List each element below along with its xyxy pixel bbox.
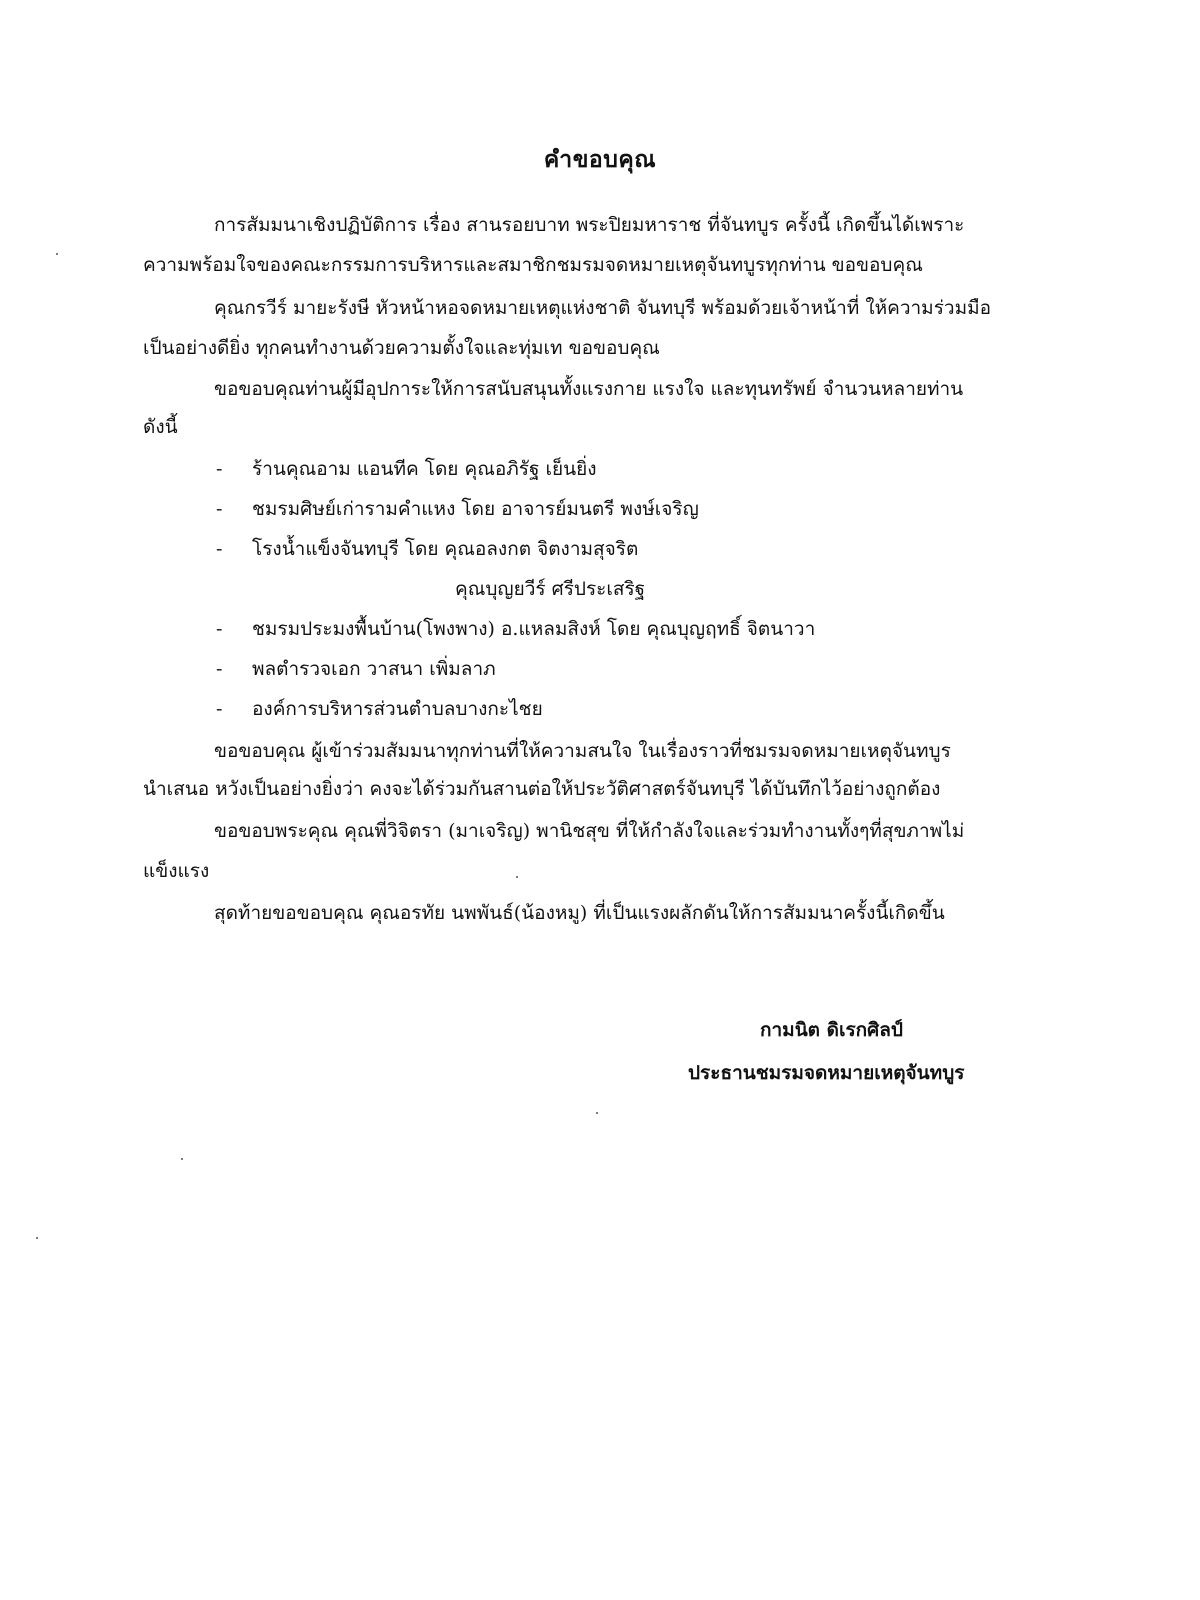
paragraph-line: ขอขอบพระคุณ คุณพี่วิจิตรา (มาเจริญ) พานิชสุข ที่ให้กำลังใจและร่วมทำงานทั้งๆที่สุขภาพไม่ — [214, 820, 965, 842]
scan-speck — [56, 253, 58, 255]
paragraph-line: คุณกรวีร์ มายะรังษี หัวหน้าหอจดหมายเหตุแห่งชาติ จันทบุรี พร้อมด้วยเจ้าหน้าที่ ให้ความร่วมมือ — [214, 297, 992, 319]
list-bullet: - — [216, 698, 223, 720]
paragraph-line: นำเสนอ หวังเป็นอย่างยิ่งว่า คงจะได้ร่วมกันสานต่อให้ประวัติศาสตร์จันทบุรี ได้บันทึกไว้อย่างถูกต้อง — [143, 778, 941, 800]
list-bullet: - — [216, 658, 223, 680]
list-bullet: - — [216, 498, 223, 520]
signature-name: กามนิต ดิเรกศิลป์ — [760, 1019, 903, 1041]
paragraph-line: เป็นอย่างดียิ่ง ทุกคนทำงานด้วยความตั้งใจและทุ่มเท ขอขอบคุณ — [143, 337, 660, 359]
list-bullet: - — [216, 458, 223, 480]
list-item: ร้านคุณอาม แอนทีค โดย คุณอภิรัฐ เย็นยิ่ง — [252, 458, 597, 480]
list-item: ชมรมประมงพื้นบ้าน(โพงพาง) อ.แหลมสิงห์ โดย คุณบุญฤทธิ์ จิตนาวา — [252, 618, 816, 640]
signature-position: ประธานชมรมจดหมายเหตุจันทบูร — [688, 1062, 965, 1084]
list-item: โรงน้ำแข็งจันทบุรี โดย คุณอลงกต จิตงามสุจริต — [252, 538, 639, 560]
scan-speck — [596, 1112, 598, 1114]
paragraph-line: ความพร้อมใจของคณะกรรมการบริหารและสมาชิกชมรมจดหมายเหตุจันทบูรทุกท่าน ขอขอบคุณ — [143, 254, 923, 276]
paragraph-line: ดังนี้ — [143, 416, 178, 438]
list-item-continuation: คุณบุญยวีร์ ศรีประเสริฐ — [455, 578, 646, 600]
paragraph-line: ขอขอบคุณ ผู้เข้าร่วมสัมมนาทุกท่านที่ให้ความสนใจ ในเรื่องราวที่ชมรมจดหมายเหตุจันทบูร — [214, 740, 951, 762]
list-bullet: - — [216, 618, 223, 640]
scan-speck — [516, 876, 518, 878]
paragraph-line: การสัมมนาเชิงปฏิบัติการ เรื่อง สานรอยบาท พระปิยมหาราช ที่จันทบูร ครั้งนี้ เกิดขึ้นได้เพราะ — [214, 214, 965, 236]
list-bullet: - — [216, 538, 223, 560]
paragraph-line: ขอขอบคุณท่านผู้มีอุปการะให้การสนับสนุนทั้งแรงกาย แรงใจ และทุนทรัพย์ จำนวนหลายท่าน — [214, 378, 964, 400]
scan-speck — [36, 1237, 38, 1239]
list-item: ชมรมศิษย์เก่ารามคำแหง โดย อาจารย์มนตรี พงษ์เจริญ — [252, 498, 699, 520]
paragraph-line: สุดท้ายขอขอบคุณ คุณอรทัย นพพันธ์(น้องหมู) ที่เป็นแรงผลักดันให้การสัมมนาครั้งนี้เกิดขึ้น — [214, 902, 945, 924]
document-title: คำขอบคุณ — [543, 146, 657, 173]
paragraph-line: แข็งแรง — [143, 860, 210, 882]
scan-speck — [181, 1158, 183, 1160]
list-item: องค์การบริหารส่วนตำบลบางกะไชย — [252, 698, 543, 720]
list-item: พลตำรวจเอก วาสนา เพิ่มลาภ — [252, 658, 496, 680]
